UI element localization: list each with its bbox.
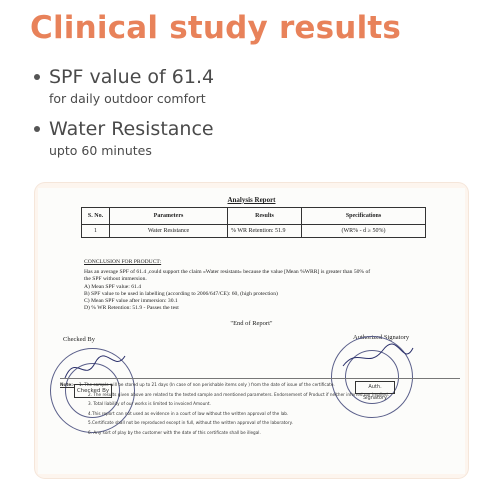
note-line: 5.Certificate shall not be reproduced except in full, without the written approval of the laboratory. — [88, 420, 293, 425]
authorized-signature — [338, 338, 418, 378]
stamp-text: Checked By — [74, 384, 112, 398]
table-header-row — [82, 208, 426, 225]
table-header: Specifications — [302, 208, 426, 225]
highlight-water-resistance — [30, 118, 214, 158]
table-cell: 1 — [82, 225, 110, 238]
conclusion-line: B) SPF value to be used in labelling (according to 2006/647/CE): 60, (high protection) — [84, 290, 278, 297]
bullet-dot-icon — [34, 74, 40, 80]
table-header: S. No. — [82, 208, 110, 225]
analysis-table — [81, 207, 426, 238]
stamp-text: Auth. Signatory — [355, 381, 395, 394]
note-line: Note:- 1. The sample will be stored up to 21 days (In case of non perishable items only ) from the date of issue of the certificate. — [60, 382, 335, 387]
certificate-document — [38, 188, 465, 474]
authorized-signatory-label: Authorized Signatory — [353, 334, 410, 341]
highlight-sub-text: for daily outdoor comfort — [49, 91, 206, 106]
checked-by-label: Checked By — [63, 336, 95, 343]
note-line: 2. The results given above are related to the tested sample and mentioned parameters. Endorsement of Product if neither inferred nor implied. — [88, 391, 389, 397]
table-header: Results — [228, 208, 302, 225]
conclusion-heading: CONCLUSION FOR PRODUCT: — [84, 259, 162, 265]
table-header: Parameters — [110, 208, 228, 225]
conclusion-line: D) % WR Retention: 51.9 - Passes the test — [84, 305, 179, 312]
conclusion-line: the SPF without immersion. — [84, 276, 147, 283]
table-cell: (WR% - d ≥ 50%) — [302, 225, 426, 238]
note-line: 3. Total liability of our works is limited to invoiced Amount. — [88, 401, 211, 406]
table-cell: Water Resistance — [110, 225, 228, 238]
conclusion-section — [84, 259, 444, 312]
page-title: Clinical study results — [30, 10, 402, 46]
note-line: 4.This report can not used as evidence in a court of law without the written approval of the lab. — [88, 410, 289, 416]
highlight-spf — [30, 66, 214, 106]
conclusion-line: Has an average SPF of 61.4 ,could support the claim «Water resistant» because the value [Mean %WRR] is greater than 50% of — [84, 269, 371, 276]
conclusion-line: C) Mean SPF value after immersion: 30.1 — [84, 298, 178, 305]
notes-label: Note:- — [60, 382, 75, 387]
notes-section — [60, 380, 455, 437]
highlight-main-text: SPF value of 61.4 — [49, 66, 215, 88]
end-of-report: "End of Report" — [230, 320, 273, 327]
highlight-sub-text: upto 60 minutes — [49, 143, 152, 158]
highlights-list — [30, 66, 214, 170]
report-heading: Analysis Report — [227, 196, 276, 204]
conclusion-line: A) Mean SPF value: 61.4 — [84, 283, 142, 290]
notes-divider — [60, 378, 460, 379]
table-cell: % WR Retention: 51.9 — [228, 225, 302, 238]
table-row — [82, 225, 426, 238]
bullet-dot-icon — [34, 126, 40, 132]
highlight-main-text: Water Resistance — [49, 118, 214, 140]
note-line: 6. Any sort of play by the customer with the date of this certificate shall be illegal. — [88, 429, 261, 435]
